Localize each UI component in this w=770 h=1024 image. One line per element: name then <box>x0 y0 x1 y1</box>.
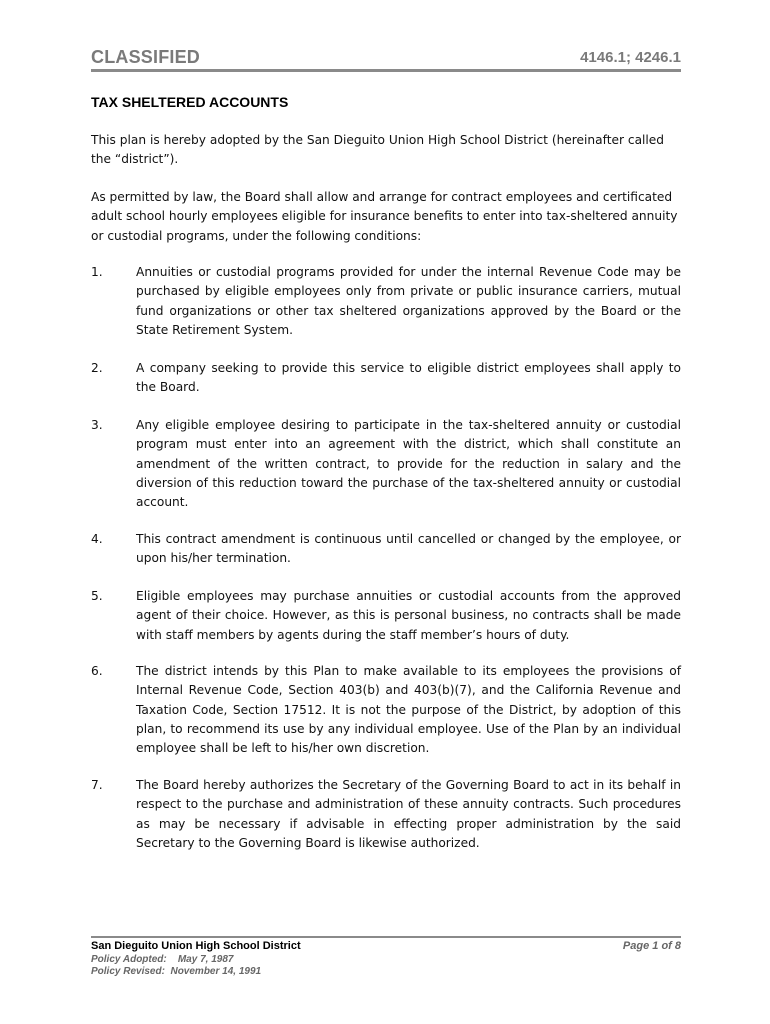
condition-text: This contract amendment is continuous until cancelled or changed by the employee, or upon his/her termination. <box>136 532 681 566</box>
condition-number: 5. <box>91 589 103 603</box>
condition-text: Annuities or custodial programs provided for under the internal Revenue Code may be purchased by eligible employees only from private or public insurance carriers, mutual fund organizations or other tax sheltered organizations approved by the Board or the State Retirement System. <box>136 265 681 337</box>
intro-paragraph: As permitted by law, the Board shall allow and arrange for contract employees and certificated adult school hourly employees eligible for insurance benefits to enter into tax-sheltered annuity or custodial programs, under the following conditions: <box>91 190 678 243</box>
header-divider <box>91 69 681 72</box>
condition-number: 7. <box>91 778 103 792</box>
footer-divider <box>91 936 681 938</box>
policy-revised-date: Policy Revised: November 14, 1991 <box>91 966 262 977</box>
condition-text: The district intends by this Plan to make available to its employees the provisions of Internal Revenue Code, Section 403(b) and 403(b)(7), and the California Revenue and Taxation Code, Section 17512. It is not the purpose of the District, by adoption of this plan, to recommend its use by any individual employee. Use of the Plan by an individual employee shall be left to his/her own discretion. <box>136 664 681 756</box>
condition-number: 6. <box>91 664 103 678</box>
condition-text: Eligible employees may purchase annuities or custodial accounts from the approved agent of their choice. However, as this is personal business, no contracts shall be made with staff members by agents during the staff member’s hours of duty. <box>136 589 681 642</box>
condition-number: 3. <box>91 418 103 432</box>
condition-text: Any eligible employee desiring to participate in the tax-sheltered annuity or custodial program must enter into an agreement with the district, which shall constitute an amendment of the written contract, to provide for the reduction in salary and the diversion of this reduction toward the purchase of the tax-sheltered annuity or custodial account. <box>136 418 681 510</box>
condition-number: 1. <box>91 265 103 279</box>
page-header <box>91 45 681 71</box>
condition-text: The Board hereby authorizes the Secretary of the Governing Board to act in its behalf in respect to the purchase and administration of these annuity contracts. Such procedures as may be necessary if advisable in effecting proper administration by the said Secretary to the Governing Board is likewise authorized. <box>136 778 681 850</box>
page-number: Page 1 of 8 <box>622 940 681 952</box>
footer-district: San Dieguito Union High School District <box>91 940 301 952</box>
policy-adopted-date: Policy Adopted: May 7, 1987 <box>91 954 234 965</box>
intro-paragraph: This plan is hereby adopted by the San Dieguito Union High School District (hereinafter called the “district”). <box>91 133 665 167</box>
page-footer <box>91 940 681 980</box>
condition-number: 4. <box>91 532 103 546</box>
document-title: TAX SHELTERED ACCOUNTS <box>91 94 289 110</box>
condition-text: A company seeking to provide this service to eligible district employees shall apply to the Board. <box>136 361 681 395</box>
classification-label: CLASSIFIED <box>91 47 201 67</box>
condition-number: 2. <box>91 361 103 375</box>
policy-codes: 4146.1; 4246.1 <box>580 49 681 66</box>
